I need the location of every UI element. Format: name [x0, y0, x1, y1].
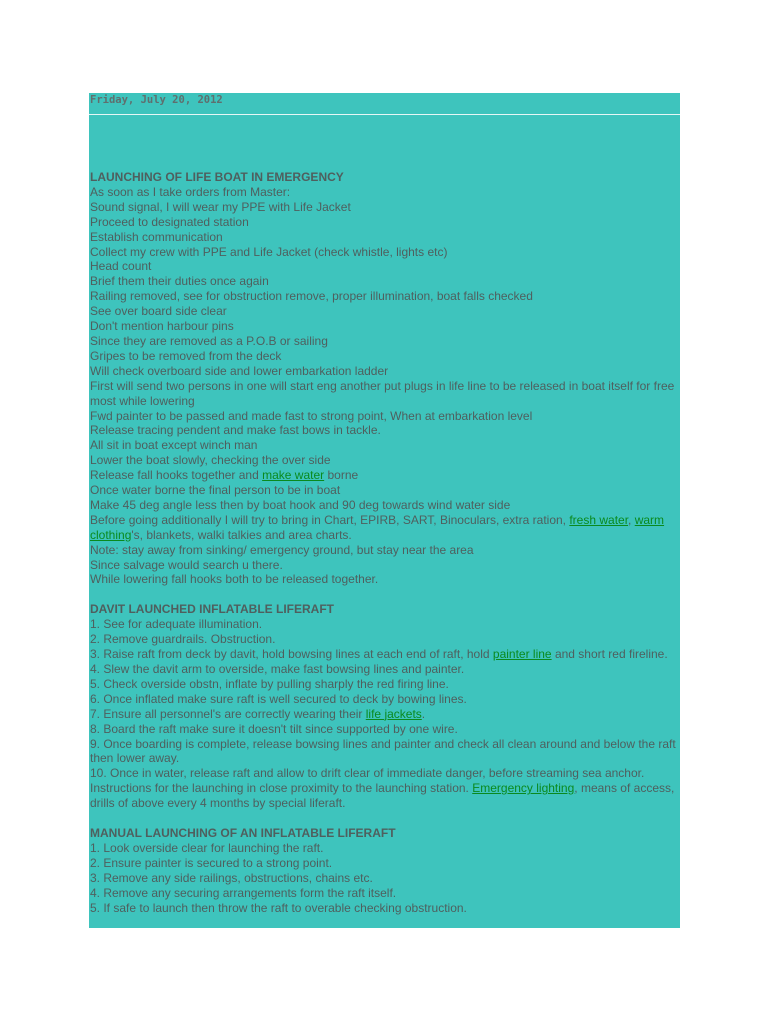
step-line: Head count — [90, 259, 152, 274]
fresh-water-link[interactable]: fresh water — [569, 512, 629, 527]
step-line: Lower the boat slowly, checking the over side — [90, 453, 331, 468]
fall-hooks-line: Release fall hooks together and make water borne — [90, 468, 359, 483]
numbered-step: 4. Slew the davit arm to overside, make fast bowsing lines and painter. — [90, 662, 465, 676]
step-line: Since they are removed as a P.O.B or sailing — [90, 333, 328, 348]
step-line: Once water borne the final person to be in boat — [90, 483, 341, 498]
numbered-step: 4. Remove any securing arrangements form the raft itself. — [90, 885, 397, 900]
step-line: First will send two persons in one will start eng another put plugs in life line to be released in boat itself for free most while lowering — [90, 378, 675, 408]
warm-clothing-link[interactable]: warm clothing — [90, 512, 665, 542]
manual-steps — [90, 841, 680, 916]
lifeboat-steps — [90, 185, 680, 468]
davit-steps-a — [90, 617, 680, 647]
numbered-step: 9. Once boarding is complete, release bowsing lines and painter and check all clean around and below the raft then lower away. — [90, 736, 676, 766]
step-line: Sound signal, I will wear my PPE with Life Jacket — [90, 199, 351, 214]
step-line: Don't mention harbour pins — [90, 319, 234, 334]
step-line: Make 45 deg angle less then by boat hook and 90 deg towards wind water side — [90, 497, 511, 512]
section-heading-davit-liferaft: DAVIT LAUNCHED INFLATABLE LIFERAFT — [90, 602, 334, 617]
section-gap — [90, 811, 680, 826]
step-line: Railing removed, see for obstruction remove, proper illumination, boat falls checked — [90, 289, 533, 304]
post-body — [90, 170, 680, 916]
equipment-line: Before going additionally I will try to bring in Chart, EPIRB, SART, Binoculars, extra ration, fresh water, warm clothing's, blankets, walki talkies and area charts. — [90, 512, 665, 542]
step-line: See over board side clear — [90, 304, 227, 319]
step-line: As soon as I take orders from Master: — [90, 184, 291, 199]
lifeboat-notes — [90, 543, 680, 588]
document-page — [89, 93, 680, 928]
numbered-step: 3. Remove any side railings, obstructions, chains etc. — [90, 870, 373, 885]
davit-steps-b — [90, 662, 680, 707]
section-gap — [90, 587, 680, 602]
make-water-link[interactable]: make water — [262, 468, 325, 483]
numbered-step: 1. Look overside clear for launching the raft. — [90, 840, 324, 855]
lifeboat-steps-2 — [90, 483, 680, 513]
step-line: Collect my crew with PPE and Life Jacket (check whistle, lights etc) — [90, 244, 448, 259]
numbered-step: 1. See for adequate illumination. — [90, 617, 263, 632]
step-line: Fwd painter to be passed and made fast to strong point, When at embarkation level — [90, 408, 533, 423]
step-line: Will check overboard side and lower embarkation ladder — [90, 363, 389, 378]
step-line: Release tracing pendent and make fast bows in tackle. — [90, 423, 381, 438]
note-line: Since salvage would search u there. — [90, 557, 283, 572]
numbered-step: 2. Ensure painter is secured to a strong point. — [90, 855, 333, 870]
life-jackets-link[interactable]: life jackets — [365, 706, 422, 721]
davit-step-7: 7. Ensure all personnel's are correctly wearing their life jackets. — [90, 706, 426, 721]
numbered-step: 5. If safe to launch then throw the raft to overable checking obstruction. — [90, 900, 467, 915]
note-line: While lowering fall hooks both to be released together. — [90, 572, 379, 587]
davit-instructions: Instructions for the launching in close proximity to the launching station. Emergency lighting, means of access, drills of above every 4 months by special liferaft. — [90, 781, 675, 811]
post-date: Friday, July 20, 2012 — [89, 93, 680, 115]
davit-step-3: 3. Raise raft from deck by davit, hold bowsing lines at each end of raft, hold painter line and short red fireline. — [90, 647, 668, 662]
numbered-step: 5. Check overside obstn, inflate by pulling sharply the red firing line. — [90, 676, 449, 691]
section-heading-manual-liferaft: MANUAL LAUNCHING OF AN INFLATABLE LIFERAFT — [90, 826, 396, 841]
note-line: Note: stay away from sinking/ emergency ground, but stay near the area — [90, 542, 474, 557]
numbered-step: 10. Once in water, release raft and allow to drift clear of immediate danger, before streaming sea anchor. — [90, 766, 645, 781]
step-line: Proceed to designated station — [90, 214, 249, 229]
emergency-lighting-link[interactable]: Emergency lighting — [472, 781, 575, 796]
painter-line-link[interactable]: painter line — [492, 647, 552, 662]
numbered-step: 6. Once inflated make sure raft is well secured to deck by bowing lines. — [90, 691, 467, 706]
step-line: All sit in boat except winch man — [90, 438, 258, 453]
section-heading-lifeboat: LAUNCHING OF LIFE BOAT IN EMERGENCY — [90, 170, 344, 184]
numbered-step: 2. Remove guardrails. Obstruction. — [90, 632, 276, 647]
step-line: Establish communication — [90, 229, 223, 244]
davit-steps-c — [90, 722, 680, 782]
step-line: Brief them their duties once again — [90, 274, 269, 289]
numbered-step: 8. Board the raft make sure it doesn't tilt since supported by one wire. — [90, 721, 458, 736]
step-line: Gripes to be removed from the deck — [90, 348, 282, 363]
